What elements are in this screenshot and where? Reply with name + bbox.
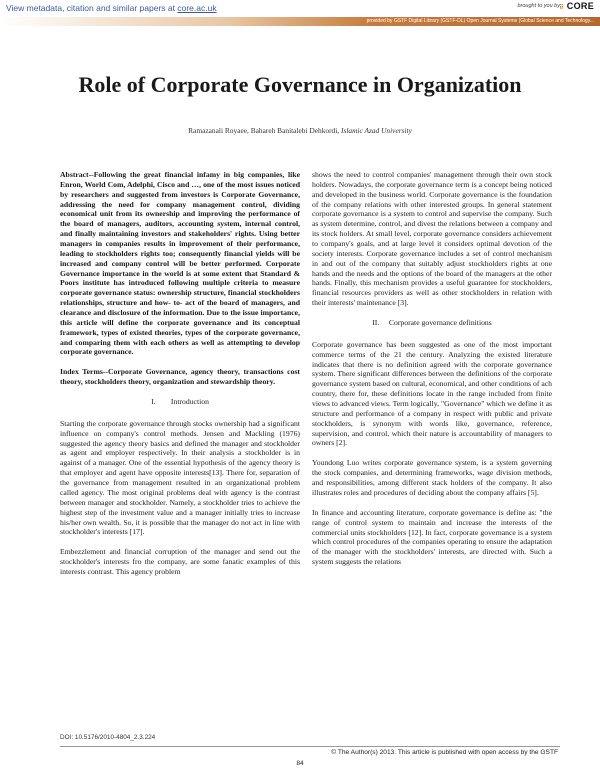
index-terms: Index Terms--Corporate Governance, agency theory, transactions cost theory, stockholders theory, organization and stewardship theory. (60, 367, 300, 387)
copyright-notice: © The Author(s) 2013. This article is published with open access by the GSTF (331, 749, 558, 756)
page-number: 84 (296, 760, 304, 767)
definitions-paragraph-3: In finance and accounting literature, corporate governance is define as: "the range of control system to maintain and increase the interests of the commercial units stockholders [12]. In fact, corporate governance is a system which control procedures of the companies operating to ensure the adaptation of the manager with the stockholders' interests, are directed with. Such a system suggests the relations (312, 507, 552, 567)
core-link-site: core.ac.uk (177, 3, 217, 13)
paper-title: Role of Corporate Governance in Organization (78, 72, 522, 97)
provided-by-bar[interactable] (0, 17, 600, 26)
abstract: Abstract--Following the great financial infamy in big companies, like Enron, World Com, Adelphi, Cisco and …, one of the most issues noticed by researchers and suggested from investors is Corporate Governance, addressing the need for company management control, dividing economical unit from its ownership and improving the performance of the board of managers, auditors, accounting system, internal control, and finally maintaining investors and stakeholders' rights. Using better managers in companies results in improvement of their performance, leading to stockholders rights too; consequently financial yields will be increased and company control will be better performed. Corporate Governance importance in the world is at some extent that Standard & Poors institute has introduced following multiple criteria to measure corporate governance status: ownership structure, financial stockholders relationships, structure and how- to- act of the board of managers, and clearance and disclosure of the information. Due to the issue importance, this article will define the corporate governance and its conceptual framework, types of existed theories, types of the corporate governance, and comparing them with each others as well as attempting to develop corporate governance. (60, 170, 300, 357)
core-dots-icon: ⠿ (559, 5, 564, 11)
core-logo[interactable] (559, 1, 594, 11)
definitions-paragraph-1: Corporate governance has been suggested as one of the most important commerce terms of the 21 the century. Analyzing the existed literature indicates that there is no definition agreed with the corporate governance system. There significant differences between the definitions of the corporate governance system based on cultural, economical, and other conditions of ach country, there for, these definitions locate in the range included from finite views to advanced views. Term logically, "Governance" which we define it as structure and performance of a company in respect with public and private stockholders, is synonym with words like, governance, reference, supervision, and control, which their nature is accountability of managers to owners [2]. (312, 339, 552, 448)
author-affiliation: Islamic Azad University (341, 126, 412, 135)
footer-divider (60, 746, 560, 747)
left-column (60, 170, 300, 587)
intro-paragraph-2: Embezzlement and financial corruption of the manager and send out the stockholder's interests fro the company, are some fanatic examples of this interests contrast. This agency problem (60, 547, 300, 576)
provided-by-text: provided by GSTF Digital Library (GSTF-DL) Open Journal Systems (Global Science and Technology... (366, 18, 594, 24)
brought-to-you-text: brought to you by (517, 3, 560, 9)
right-column (312, 170, 552, 577)
section-heading-introduction: I. Introduction (151, 397, 209, 407)
core-metadata-link[interactable] (6, 3, 217, 13)
paper-authors (0, 126, 600, 135)
author-names: Ramazanali Royaee, Bahareh Banitalebi Dehkordi, (188, 126, 341, 135)
core-logo-text: CORE (566, 1, 594, 11)
definitions-paragraph-2: Youndong Luo writes corporate governance system, is a system governing the stock companies, and determining frameworks, wage division methods, and responsibilities, among different stack holders of the company. It also illustrates roles and procedures of deciding about the company affairs [5]. (312, 458, 552, 497)
intro-paragraph-3: shows the need to control companies' management through their own stock holders. Nowadays, the corporate governance term is a concept being noticed and developed in the business world. Corporate governance is the foundation of the company relations with other interested groups. In general statement corporate governance is a system to control and supervise the company. Such as system determine, control, and divest the relations between a company and its stock holders. At small level, corporate governance considers achievement to company's goals, and at large level it considers optimal devotion of the society interests. Corporate governance includes a set of control mechanism in and out of the company that suitably adjust stockholders rights at one hands and the needs and the options of the board of the managers at the other hands. Finally, this mechanism provides a useful guarantee for stockholders, financial resources providers as well as other stockholders in relation with their interests' maintenance [3]. (312, 170, 552, 308)
section-heading-definitions: II. Corporate governance definitions (372, 318, 492, 328)
intro-paragraph-1: Starting the corporate governance through stocks ownership had a significant influence on company's control methods. Jensen and Mackling (1976) suggested the agency theory basics and defined the manager and stockholder as agent and employer respectively. In their analysis a stockholder is in against of a manager. One of the essential hypothesis of the agency theory is that employer and agent have opposite interests[13]. There for, separation of the governance from management resulted in an organizational problem called agency. The most original problems deal with agency is the contrast between manager and stockholder. Namely, a stockholder tries to achieve the highest step of the investment value and a manager initially tries to increase his/her own wealth. So, it is possible that the manager do not act in line with stockholder's interests [17]. (60, 418, 300, 537)
core-banner (0, 0, 600, 18)
doi: DOI: 10.5176/2010-4804_2.3.224 (60, 734, 156, 741)
core-link-prefix: View metadata, citation and similar papers at (6, 3, 178, 13)
